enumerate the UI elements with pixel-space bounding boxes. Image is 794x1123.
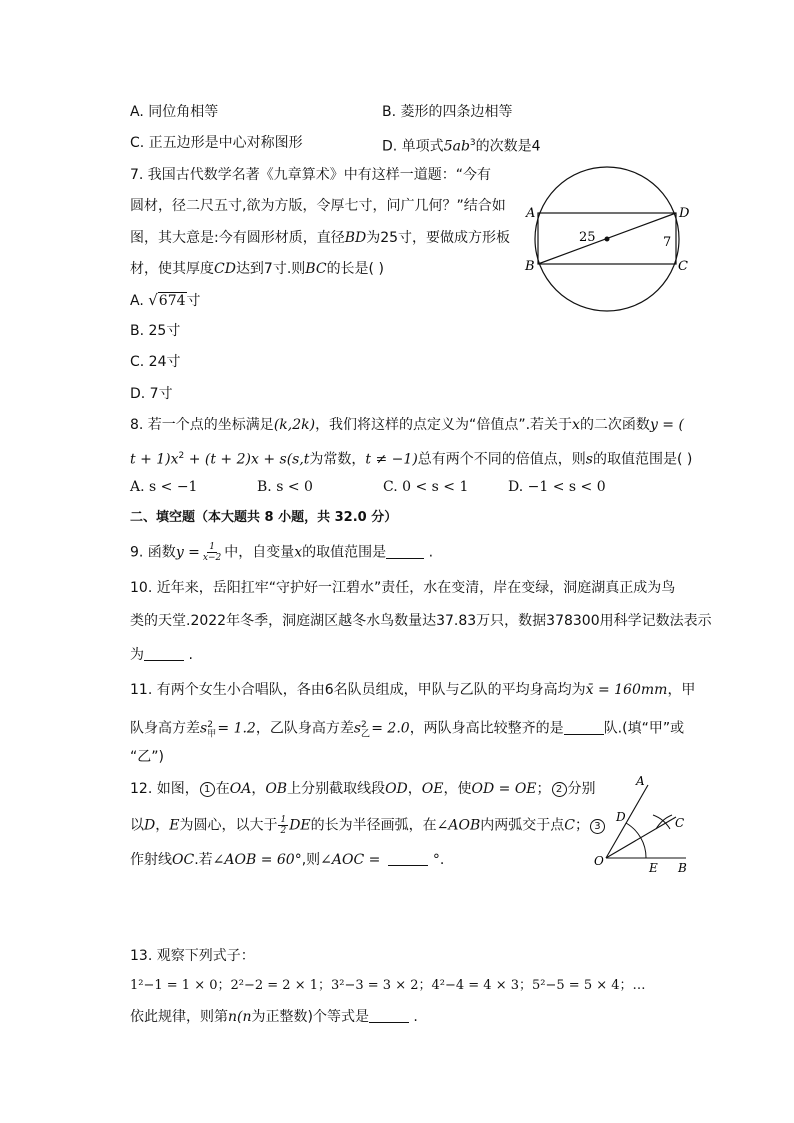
q12-label-d: D [616,810,626,824]
q8-option-a: A. s < −1 [130,479,198,495]
q7-option-c: C. 24寸 [130,354,181,370]
q6-option-c: C. 正五边形是中心对称图形 [130,135,303,151]
section-2-heading: 二、填空题（本大题共 8 小题，共 32.0 分） [130,510,398,525]
q13-answer-blank[interactable] [369,1008,409,1023]
q7-label-d: D [679,206,690,221]
q7-center-point [605,237,610,242]
q12-angle-figure [590,775,700,877]
q7-option-d: D. 7寸 [130,386,173,402]
q10-line-2: 类的天堂.2022年冬季，洞庭湖区越冬水鸟数量达37.83万只，数据378300用科学记数法表示 [130,613,712,629]
q12-label-c: C [675,816,685,830]
q7-label-b: B [525,259,535,274]
q11-line-3: “乙”) [130,749,164,765]
q10-line-3: 为 . [130,647,193,663]
q13-line-1: 13. 观察下列式子： [130,948,255,964]
q11-line-2: 队身高方差$s_甲^2 = 1.2$，乙队身高方差$s_乙^2 = 2.0$，两队身高比较整齐的是 队.(填“甲”或 [130,720,685,740]
q10-line-1: 10. 近年来，岳阳扛牢“守护好一江碧水”责任，水在变清，岸在变绿，洞庭湖真正成为鸟 [130,580,676,596]
q8-option-b: B. s < 0 [257,479,313,495]
q7-option-b: B. 25寸 [130,323,181,339]
q9-fraction: $\frac{1}{x-2}$ [202,542,222,563]
q7-label-25: 25 [579,230,596,245]
q9-answer-blank[interactable] [386,544,424,559]
q7-line-4: 材，使其厚度CD达到7寸.则BC的长是( ) [130,261,384,277]
q12-line-2: 以D，E为圆心，以大于 $\frac{1}{2}$ DE的长为半径画弧，在∠AOB内两弧交于点C； 3 [130,815,606,836]
q7-line-1: 7. 我国古代数学名著《九章算术》中有这样一道题：“今有 [130,167,492,183]
q6-option-a: A. 同位角相等 [130,104,219,120]
q6-option-d: D. 单项式$5ab^3$的次数是4 [382,138,541,155]
q12-label-a: A [636,775,645,788]
q12-label-b: B [678,861,687,875]
q7-line-2: 圆材，径二尺五寸,欲为方版，令厚七寸，问广几何？”结合如 [130,198,506,214]
q7-label-7: 7 [663,235,672,250]
q8-line-1: 8. 若一个点的坐标满足(k,2k)，我们将这样的点定义为“倍值点”.若关于x的二次函数y = ( [130,417,684,433]
q13-line-2: 1²−1 = 1 × 0；2²−2 = 2 × 1；3²−3 = 3 × 2；4²−4 = 4 × 3；5²−5 = 5 × 4；… [130,978,646,993]
q11-line-1: 11. 有两个女生小合唱队，各由6名队员组成，甲队与乙队的平均身高均为x̄ = 160mm，甲 [130,682,696,698]
q7-line-3: 图，其大意是:今有圆形材质，直径BD为25寸，要做成方形板 [130,230,511,246]
q9-line: 9. 函数y = $\frac{1}{x-2}$ 中，自变量x的取值范围是 . [130,542,434,563]
step-3-marker: 3 [590,819,605,834]
q12-answer-blank[interactable] [388,851,428,866]
q7-circle-figure [518,162,698,318]
q12-label-e: E [649,861,658,875]
q11-answer-blank[interactable] [564,720,604,735]
q12-line-3: 作射线OC.若∠AOB = 60°,则∠AOC = °. [130,852,445,868]
q12-fraction: $\frac{1}{2}$ [280,815,287,836]
q12-line-1: 12. 如图， 1 在OA，OB上分别截取线段OD，OE，使OD = OE； 2 分别 [130,781,596,797]
q8-line-2: $t + 1)x^2 + (t + 2)x + s(s,t$为常数，t ≠ −1)总有两个不同的倍值点，则s的取值范围是( ) [130,451,693,468]
q7-label-c: C [678,259,688,274]
q12-ray-oa [606,785,648,858]
q13-line-3: 依此规律，则第n(n为正整数)个等式是 . [130,1009,418,1025]
step-1-marker: 1 [200,782,215,797]
q7-option-a: A. √674寸 [130,291,201,309]
step-2-marker: 2 [552,782,567,797]
q8-option-c: C. 0 < s < 1 [383,479,469,495]
q6-option-b: B. 菱形的四条边相等 [382,104,513,120]
q10-answer-blank[interactable] [144,646,184,661]
q7-label-a: A [526,206,536,221]
q12-label-o: O [594,854,604,868]
q8-option-d: D. −1 < s < 0 [508,479,606,495]
